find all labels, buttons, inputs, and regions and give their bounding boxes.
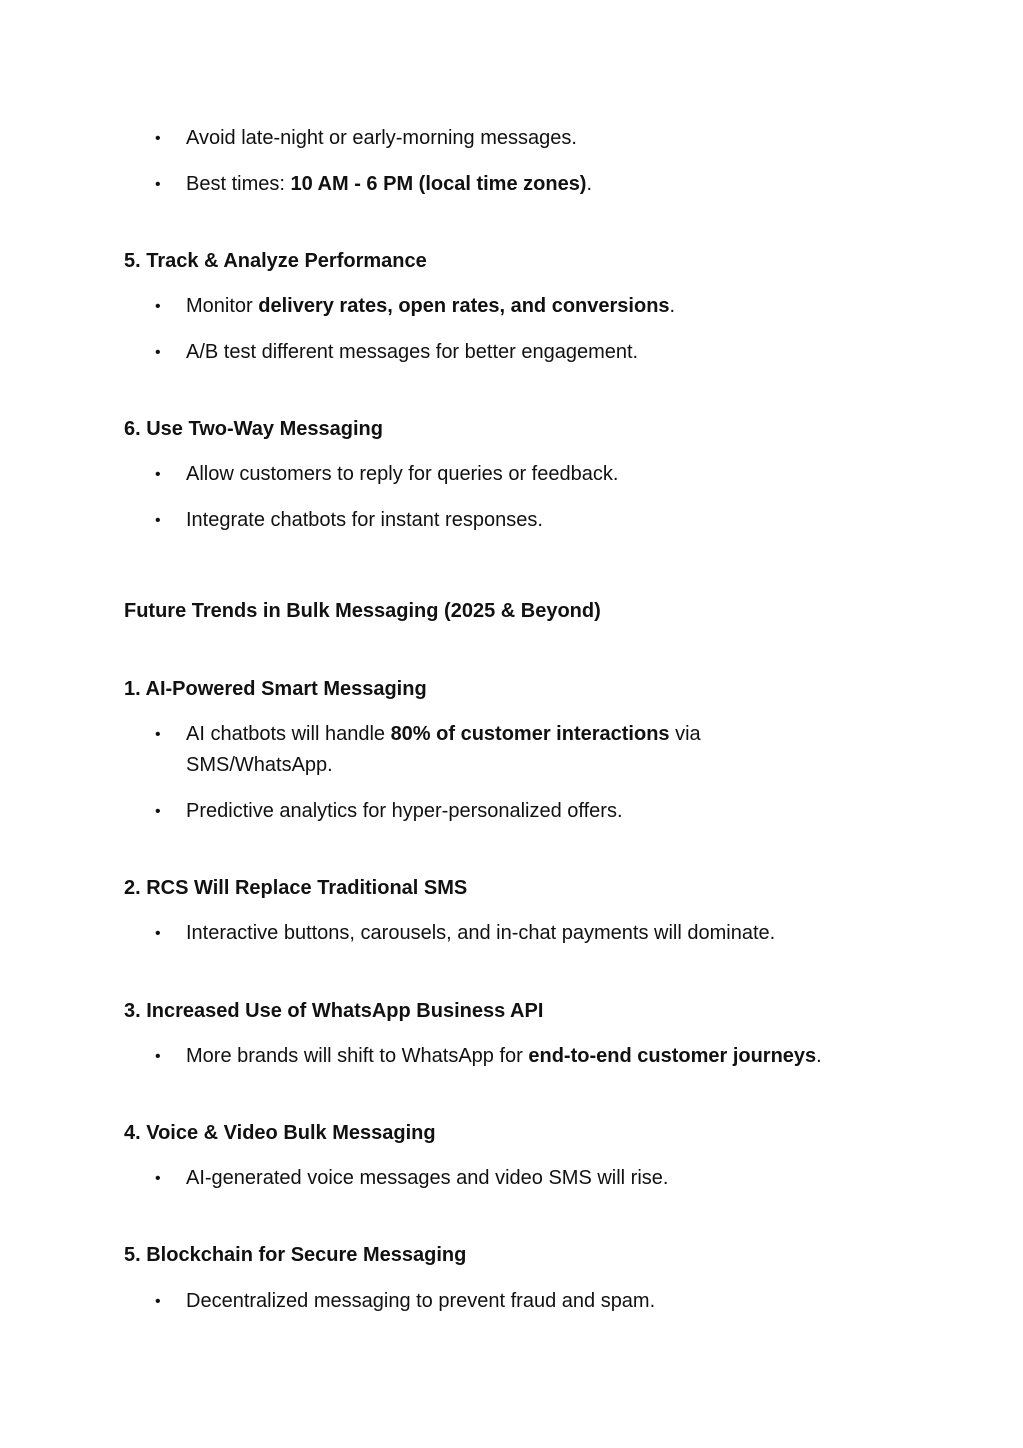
- list-item-text-part: Interactive buttons, carousels, and in-chat payments will dominate.: [186, 922, 776, 944]
- list-item-text: [186, 719, 786, 781]
- list-item: [155, 337, 915, 368]
- list-item-text-part: Decentralized messaging to prevent fraud and spam.: [186, 1290, 656, 1312]
- list-item: [155, 719, 915, 781]
- list-item-text-part: Monitor: [186, 295, 259, 317]
- list-item-text-part: More brands will shift to WhatsApp for: [186, 1045, 529, 1067]
- list-item-text: [186, 291, 786, 322]
- bullet-icon: •: [155, 298, 161, 315]
- list-item-text-part: AI chatbots will handle: [186, 723, 391, 745]
- list-item-text-part: Avoid late-night or early-morning messages.: [186, 127, 577, 149]
- list-item: [155, 1286, 915, 1317]
- list-item: [155, 291, 915, 322]
- bullet-icon: •: [155, 344, 161, 361]
- list-item: [155, 505, 915, 536]
- list-item-text: [186, 918, 906, 949]
- bullet-icon: •: [155, 925, 161, 942]
- list-item-text: [186, 505, 786, 536]
- bullet-icon: •: [155, 1293, 161, 1310]
- list-item-text-part: Best times:: [186, 173, 291, 195]
- list-item-bold-text: delivery rates, open rates, and conversions: [258, 295, 670, 317]
- bullet-icon: •: [155, 512, 161, 529]
- bullet-icon: •: [155, 1048, 161, 1065]
- bullet-icon: •: [155, 466, 161, 483]
- section-heading: 1. AI-Powered Smart Messaging: [124, 678, 427, 700]
- list-item-text-part: A/B test different messages for better engagement.: [186, 341, 639, 363]
- list-item: [155, 1041, 915, 1072]
- list-item-text-part: .: [586, 173, 593, 195]
- list-item-text: [186, 796, 786, 827]
- list-item-text-part: .: [816, 1045, 822, 1067]
- section-heading: 5. Blockchain for Secure Messaging: [124, 1244, 467, 1266]
- list-item: [155, 123, 915, 154]
- list-item: [155, 796, 915, 827]
- section-heading: 2. RCS Will Replace Traditional SMS: [124, 877, 468, 899]
- section-heading: 3. Increased Use of WhatsApp Business API: [124, 1000, 544, 1022]
- list-item-text: [186, 1041, 906, 1072]
- list-item-bold-text: end-to-end customer journeys: [528, 1045, 817, 1067]
- section-heading: 4. Voice & Video Bulk Messaging: [124, 1122, 436, 1144]
- list-item-text: [186, 337, 786, 368]
- list-item-text: [186, 459, 786, 490]
- section-heading: 6. Use Two-Way Messaging: [124, 418, 383, 440]
- list-item-text-part: AI-generated voice messages and video SMS will rise.: [186, 1167, 669, 1189]
- bullet-icon: •: [155, 130, 161, 147]
- list-item-bold-text: 10 AM - 6 PM (local time zones): [290, 173, 587, 195]
- list-item-text-part: Allow customers to reply for queries or feedback.: [186, 463, 619, 485]
- section-title: Future Trends in Bulk Messaging (2025 & Beyond): [124, 600, 601, 622]
- bullet-icon: •: [155, 726, 161, 743]
- list-item-text-part: Predictive analytics for hyper-personalized offers.: [186, 800, 623, 822]
- list-item-text: [186, 1286, 786, 1317]
- list-item-text-part: .: [669, 295, 676, 317]
- section-heading: 5. Track & Analyze Performance: [124, 250, 427, 272]
- list-item: [155, 459, 915, 490]
- list-item-text-part: Integrate chatbots for instant responses.: [186, 509, 543, 531]
- list-item: [155, 169, 915, 200]
- bullet-icon: •: [155, 1170, 161, 1187]
- list-item-text-part: via SMS/WhatsApp.: [186, 723, 701, 776]
- list-item-text: [186, 123, 786, 154]
- bullet-icon: •: [155, 176, 161, 193]
- bullet-icon: •: [155, 803, 161, 820]
- list-item-text: [186, 1163, 786, 1194]
- list-item: [155, 1163, 915, 1194]
- list-item-text: [186, 169, 786, 200]
- list-item: [155, 918, 915, 949]
- list-item-bold-text: 80% of customer interactions: [390, 723, 670, 745]
